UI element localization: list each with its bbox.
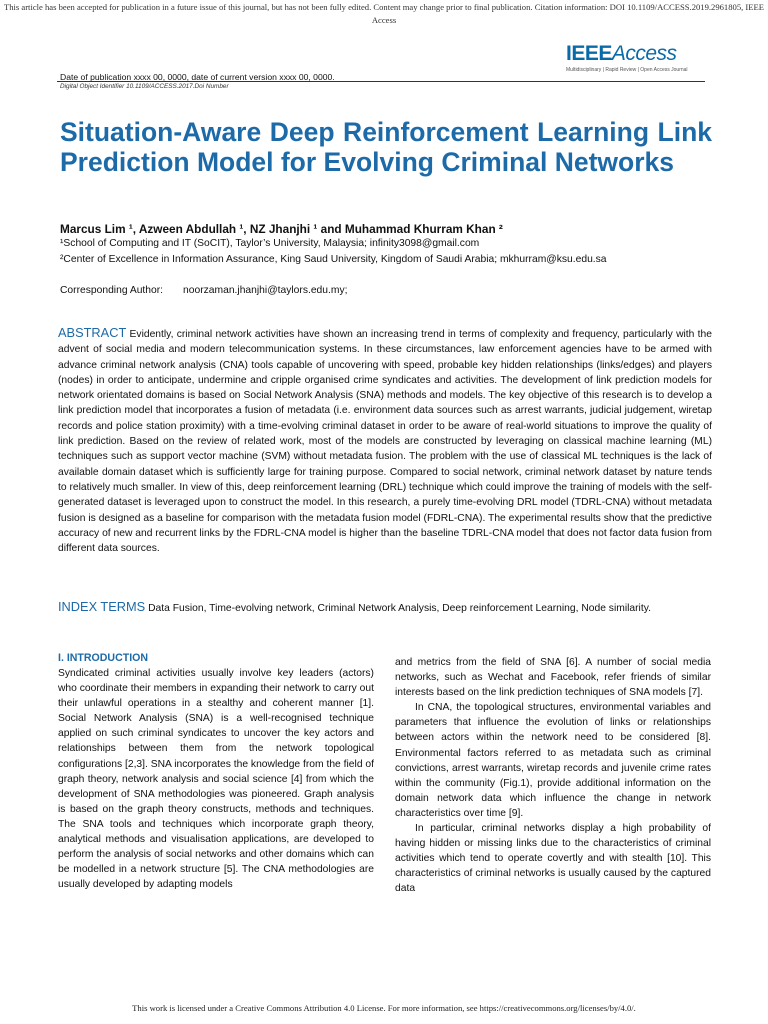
abstract-text: Evidently, criminal network activities have shown an increasing trend in terms of complexity and frequency, particularly with the advent of social media and modern telecommunication systems. In these circumstances, law enforcement agencies have to be armed with advance criminal network analysis (CNA) tools capable of uncovering with speed, probable key hidden relationships (links/edges) and players (nodes) in order to anticipate, undermine and cripple organised crime syndicates and activities. The development of link prediction models for network orientated domains is based on Social Network Analysis (SNA) methods and models. The key objective of this research is to develop a link prediction model that incorporates a fusion of metadata (i.e. environment data sources such as arrest warrants, judicial judgement, wiretap records and police station proximity) with a time-evolving criminal dataset in order to be aware of real-world situations to improve the quality of link prediction. Based on the review of related work, most of the models are constructed by leveraging on classical machine learning (ML) techniques such as support vector machine (SVM) without metadata fusion. The problem with the use of classical ML techniques is the lack of available domain dataset which is sufficiently large for training purpose. Compared to social network, criminal network dataset by nature tends to relatively much smaller. In view of this, deep reinforcement learning (DRL) technique which could improve the training of models with the self-generated dataset is leveraged upon to construct the model. In this research, a purely time-evolving DRL model (TDRL-CNA) without metadata fusion is designed as a baseline for comparison with the metadata fusion model (FDRL-CNA). The experimental results show that the predictive accuracy of new and recurrent links by the FDRL-CNA model is higher than the baseline TDRL-CNA model that does not factor data fusion from different data sources. xyxy=(58,329,712,555)
paper-title: Situation-Aware Deep Reinforcement Learning Link Prediction Model for Evolving Criminal Networks xyxy=(60,117,712,177)
index-terms-heading: INDEX TERMS xyxy=(58,599,146,614)
logo-access-text: Access xyxy=(611,42,677,65)
corresponding-author xyxy=(60,285,347,296)
logo-tagline: Multidisciplinary | Rapid Review | Open Access Journal xyxy=(566,67,688,73)
abstract-section xyxy=(58,325,712,556)
index-terms-text: Data Fusion, Time-evolving network, Criminal Network Analysis, Deep reinforcement Learning, Node similarity. xyxy=(148,603,651,614)
index-terms-section xyxy=(58,597,712,619)
journal-notice: This article has been accepted for publication in a future issue of this journal, but has not been fully edited. Content may change prior to final publication. Citation information: DOI 10.1109/ACCESS.2019.2961805, IEEE Access xyxy=(3,2,765,25)
intro-paragraph-1: Syndicated criminal activities usually involve key leaders (actors) who coordinate their members in expanding their network to carry out their unlawful operations in a stealthy and coherent manner [1]. Social Network Analysis (SNA) is a well-recognised technique applied on such criminal syndicates to uncover the key actors and relationships between them from the network topological configurations [2,3]. SNA incorporates the knowledge from the field of graph theory, network analysis and social science [4] from which the development of SNA methodologies was pioneered. Graph analysis is based on the graph theory constructs, methods and techniques. The SNA tools and techniques which incorporate graph theory, analytical methods and visualisation applications, are developed to perform the analysis of social networks and other domains which can be modelled in a network structure [5]. The CNA methodologies are usually developed by adapting models xyxy=(58,668,374,891)
author-list: Marcus Lim ¹, Azween Abdullah ¹, NZ Jhanjhi ¹ and Muhammad Khurram Khan ² xyxy=(60,222,503,236)
header-divider xyxy=(57,81,705,82)
logo-ieee-text: IEEE xyxy=(566,42,612,65)
introduction-heading: I. INTRODUCTION xyxy=(58,652,149,664)
license-footer: This work is licensed under a Creative Commons Attribution 4.0 License. For more information, see https://creativecommons.org/licenses/by/4.0/. xyxy=(132,1003,636,1013)
intro-paragraph-3: In CNA, the topological structures, environmental variables and parameters that influence the evolution of links or relationships between actors within the network need to be considered [8]. Environmental factors referred to as metadata such as criminal convictions, arrest warrants, wiretap records and juvenile crime rates within the community (Fig.1), provide additional information on the domain network data which influence the change in network characteristics over time [9]. xyxy=(395,702,711,819)
affiliation-1: ¹School of Computing and IT (SoCIT), Taylor’s University, Malaysia; infinity3098@gmail.com xyxy=(60,238,480,249)
left-column xyxy=(58,652,374,892)
doi-line: Digital Object Identifier 10.1109/ACCESS.2017.Doi Number xyxy=(60,83,229,90)
corresponding-label: Corresponding Author: xyxy=(60,285,164,296)
right-column xyxy=(395,655,711,897)
abstract-heading: ABSTRACT xyxy=(58,325,127,340)
publication-dates: Date of publication xxxx 00, 0000, date of current version xxxx 00, 0000. xyxy=(60,72,335,82)
intro-paragraph-2: and metrics from the field of SNA [6]. A number of social media networks, such as Wechat and Facebook, refer friends of similar interests based on the link prediction techniques of SNA models [7]. xyxy=(395,657,711,699)
affiliation-2: ²Center of Excellence in Information Assurance, King Saud University, Kingdom of Saudi Arabia; mkhurram@ksu.edu.sa xyxy=(60,254,607,265)
ieee-access-logo xyxy=(566,42,716,73)
corresponding-email: noorzaman.jhanjhi@taylors.edu.my; xyxy=(183,285,348,296)
intro-paragraph-4: In particular, criminal networks display a high probability of having hidden or missing links due to the characteristics of criminal activities which tend to operate covertly and with stealth [10]. This characteristics of criminal networks is usually caused by the captured data xyxy=(395,823,711,895)
